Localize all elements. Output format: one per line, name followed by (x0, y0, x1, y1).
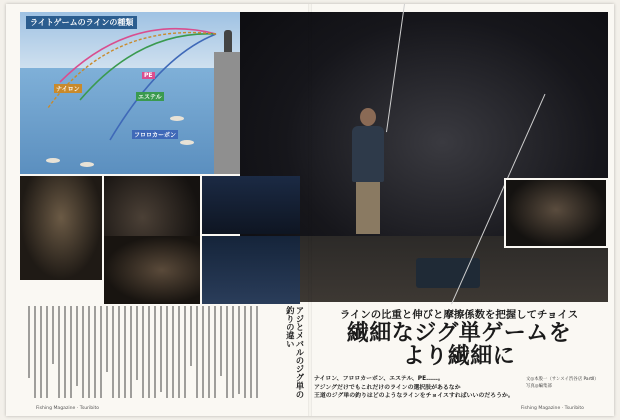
magazine-spread (6, 4, 614, 416)
lead-line: 王道のジグ単の釣りはどのようなラインをチョイスすればいいのだろうか。 (314, 393, 514, 400)
headline-line-1: 繊細なジグ単ゲームを (346, 321, 572, 346)
inset-photo-pier-lights (202, 236, 300, 304)
credit-author: 文◎本股一（サンスイ渋谷店 PartⅡ） (526, 377, 599, 382)
fish-icon (80, 162, 94, 167)
article-subtitle: ラインの比重と伸びと摩擦係数を把握してチョイス (339, 309, 579, 321)
lead-line: ナイロン、フロロカーボン、エステル、PE……。 (314, 376, 444, 382)
photo-angler-figure (348, 108, 388, 238)
page-gutter (308, 4, 312, 416)
sidebar-body-text (20, 306, 262, 402)
footer-right: Fishing Magazine · Tsuribito (520, 406, 584, 411)
lead-line: アジングだけでもこれだけのラインの選択肢があるなか (314, 384, 461, 391)
pe-line-curve (60, 29, 216, 82)
article-headline (328, 322, 590, 369)
line-types-diagram (20, 12, 240, 174)
fish-icon (170, 116, 184, 121)
inset-photo-catch (504, 178, 608, 248)
label-pe: PE (144, 72, 153, 79)
fish-icon (46, 158, 60, 163)
inset-photo-angler-reel (20, 176, 102, 280)
credit-photo: 写真◎編集部 (526, 383, 552, 389)
article-credit (526, 377, 610, 390)
sidebar-heading: アジとメバルのジグ単の釣りの違い (285, 306, 305, 399)
inset-photo-harbor-night (202, 176, 300, 234)
footer-left: Fishing Magazine · Tsuribito (36, 406, 100, 411)
body-text-lines (28, 306, 258, 398)
fish-icon (180, 140, 194, 145)
label-nylon: ナイロン (56, 86, 80, 93)
label-fluorocarbon: フロロカーボン (134, 132, 177, 139)
label-ester: エステル (138, 94, 162, 101)
fluoro-line-curve (110, 34, 216, 140)
headline-line-2: より繊細に (402, 344, 516, 370)
article-lead (314, 375, 528, 401)
diagram-title: ライトゲームのラインの種類 (26, 16, 137, 29)
inset-photo-angler-fish (104, 236, 200, 304)
diagram-line-curves (20, 12, 240, 174)
